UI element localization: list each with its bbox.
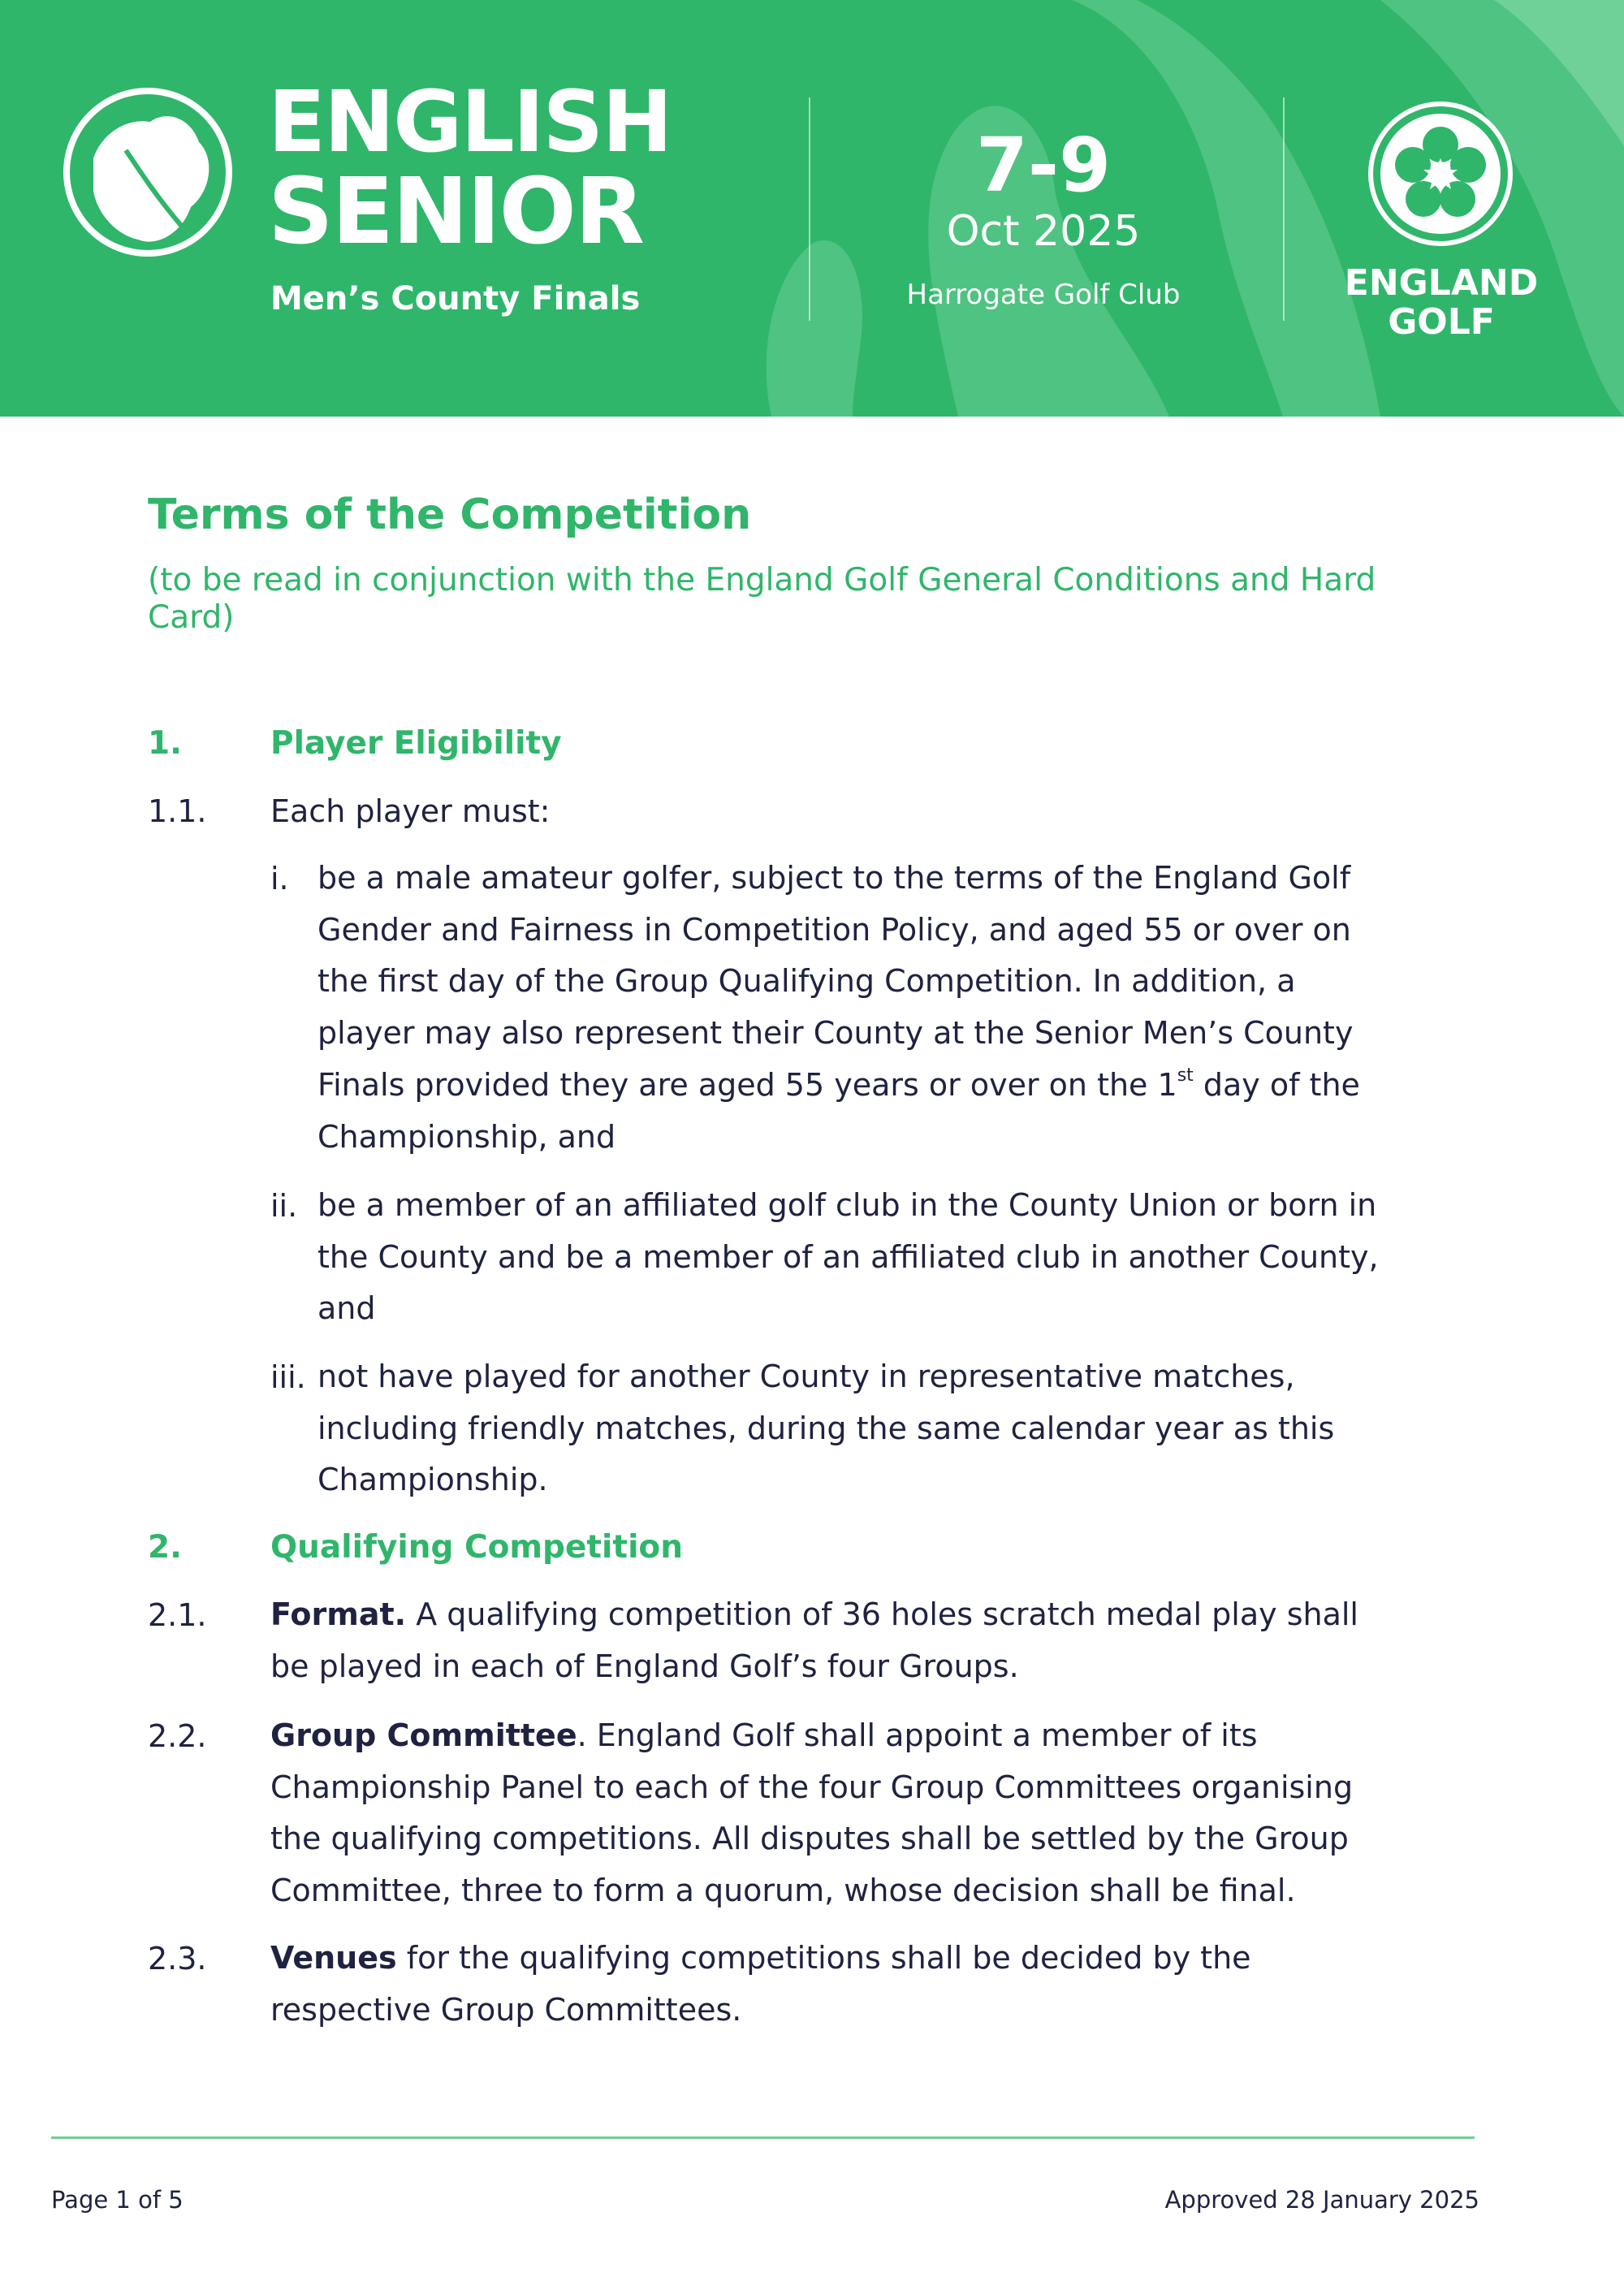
text-span: for the qualifying competitions shall be decided by the bbox=[396, 1940, 1251, 1976]
text-line: Championship, and bbox=[317, 1118, 616, 1155]
text-line bbox=[270, 1589, 1358, 1641]
text-line: Gender and Fairness in Competition Policy, and aged 55 or over on bbox=[317, 911, 1351, 948]
text-line: the first day of the Group Qualifying Competition. In addition, a bbox=[317, 963, 1296, 1000]
clause-number: 2.2. bbox=[148, 1718, 207, 1754]
list-marker: iii. bbox=[270, 1359, 306, 1395]
text-line: the qualifying competitions. All disputes shall be settled by the Group bbox=[270, 1821, 1349, 1857]
divider bbox=[809, 97, 810, 321]
text-line: Championship Panel to each of the four Group Committees organising bbox=[270, 1769, 1354, 1805]
bold-term: Group Committee bbox=[270, 1717, 577, 1753]
oak-leaf-logo-icon bbox=[61, 85, 235, 260]
text-line: respective Group Committees. bbox=[270, 1991, 742, 2028]
list-item bbox=[317, 1351, 1334, 1506]
text-span: A qualifying competition of 36 holes scratch medal play shall bbox=[406, 1596, 1358, 1632]
event-title-line1: ENGLISH bbox=[268, 72, 672, 171]
clause-number: 1.1. bbox=[148, 793, 207, 829]
event-venue: Harrogate Golf Club bbox=[906, 279, 1181, 311]
divider bbox=[1283, 97, 1285, 321]
superscript: st bbox=[1177, 1065, 1194, 1086]
list-item bbox=[317, 853, 1360, 1163]
text-line: be a male amateur golfer, subject to the terms of the England Golf bbox=[317, 860, 1351, 896]
page-number: Page 1 of 5 bbox=[51, 2186, 184, 2214]
section-heading: Player Eligibility bbox=[270, 725, 562, 762]
subtitle-line: Card) bbox=[148, 599, 235, 636]
org-name-line1: ENGLAND bbox=[1344, 262, 1539, 304]
text-line: the County and be a member of an affiliated club in another County, bbox=[317, 1238, 1379, 1275]
clause-text bbox=[270, 1589, 1358, 1692]
list-marker: i. bbox=[270, 861, 289, 896]
section-number: 2. bbox=[148, 1529, 182, 1566]
bold-term: Format. bbox=[270, 1596, 407, 1632]
footer-divider bbox=[51, 2136, 1475, 2139]
text-line: be played in each of England Golf’s four Groups. bbox=[270, 1648, 1019, 1684]
subtitle-line: (to be read in conjunction with the England Golf General Conditions and Hard bbox=[148, 562, 1376, 598]
event-title-line2: SENIOR bbox=[268, 159, 644, 265]
text-line bbox=[270, 1933, 1251, 1985]
text-line: including friendly matches, during the same calendar year as this bbox=[317, 1410, 1335, 1446]
section-number: 1. bbox=[148, 725, 182, 762]
text-span: day of the bbox=[1193, 1066, 1360, 1103]
text-line: Championship. bbox=[317, 1462, 548, 1498]
text-line: player may also represent their County at the Senior Men’s County bbox=[317, 1015, 1354, 1052]
clause-text: Each player must: bbox=[270, 793, 551, 829]
text-line bbox=[317, 1060, 1360, 1112]
event-month-year: Oct 2025 bbox=[946, 207, 1141, 256]
org-name-line2: GOLF bbox=[1388, 301, 1495, 343]
header-banner bbox=[0, 0, 1624, 417]
clause-text bbox=[270, 1933, 1251, 2036]
section-heading: Qualifying Competition bbox=[270, 1529, 683, 1566]
event-subtitle: Men’s County Finals bbox=[270, 280, 641, 318]
event-dates: 7-9 bbox=[975, 122, 1112, 209]
clause-text bbox=[270, 1710, 1353, 1917]
clause-number: 2.3. bbox=[148, 1941, 207, 1976]
text-line: Committee, three to form a quorum, whose decision shall be final. bbox=[270, 1873, 1296, 1909]
clause-number: 2.1. bbox=[148, 1597, 207, 1633]
list-item bbox=[317, 1180, 1379, 1335]
england-golf-rose-emblem-icon bbox=[1367, 100, 1514, 248]
text-line: be a member of an affiliated golf club in the County Union or born in bbox=[317, 1187, 1377, 1223]
text-span: Finals provided they are aged 55 years or over on the 1 bbox=[317, 1066, 1177, 1103]
text-line bbox=[270, 1710, 1353, 1762]
page-title: Terms of the Competition bbox=[148, 490, 752, 539]
approval-date: Approved 28 January 2025 bbox=[1164, 2186, 1479, 2214]
list-marker: ii. bbox=[270, 1188, 298, 1224]
bold-term: Venues bbox=[270, 1940, 397, 1976]
text-line: and bbox=[317, 1290, 376, 1327]
text-span: . England Golf shall appoint a member of its bbox=[577, 1717, 1258, 1753]
text-line: not have played for another County in representative matches, bbox=[317, 1359, 1295, 1394]
